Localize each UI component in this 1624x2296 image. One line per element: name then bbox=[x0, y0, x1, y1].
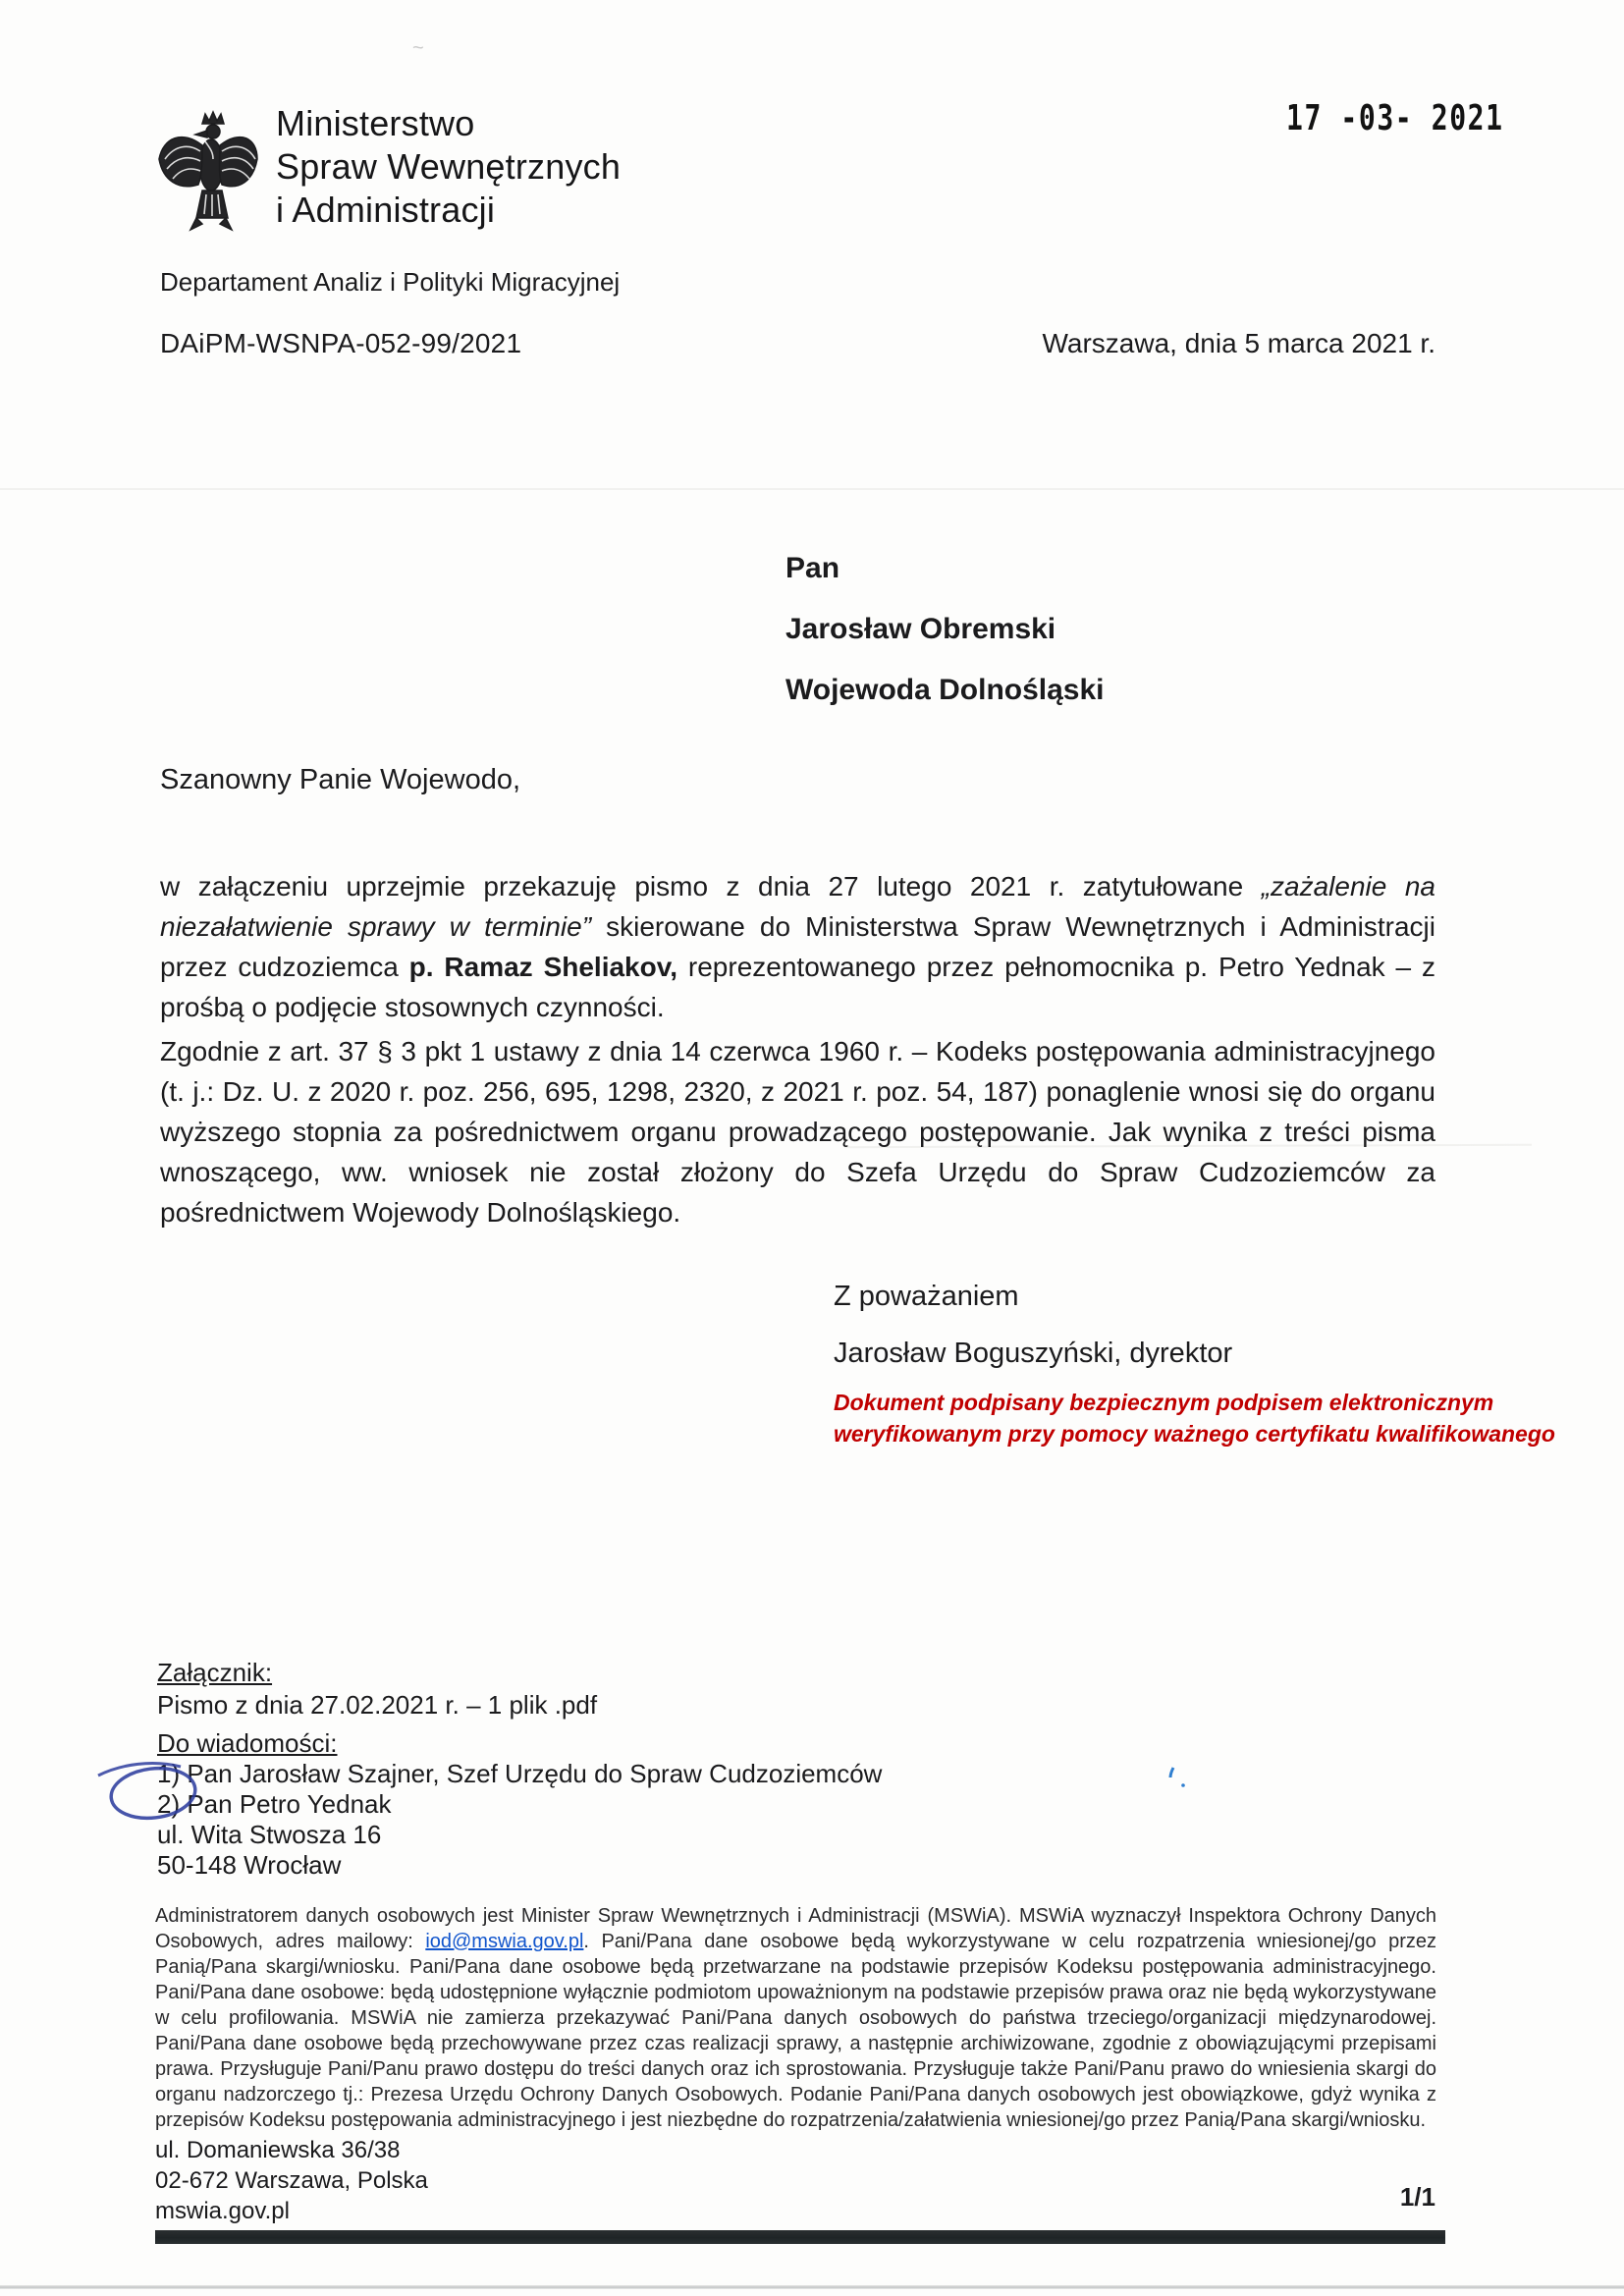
para1-text: w załączeniu uprzejmie przekazuję pismo z dnia 27 lutego 2021 r. zatytułowane bbox=[160, 871, 1262, 902]
reference-number: DAiPM-WSNPA-052-99/2021 bbox=[160, 328, 522, 358]
scan-page-edge bbox=[0, 2285, 1624, 2289]
body-paragraph-2: Zgodnie z art. 37 § 3 pkt 1 ustawy z dnia 14 czerwca 1960 r. – Kodeks postępowania administracyjnego (t. j.: Dz. U. z 2020 r. poz. 256, 695, 1298, 2320, z 2021 r. poz. 54, 187) ponaglenie wnosi się do organu wyższego stopnia za pośrednictwem organu prowadzącego postępowanie. Jak wynika z treści pisma wnoszącego, ww. wniosek nie został złożony do Szefa Urzędu do Spraw Cudzoziemców za pośrednictwem Wojewody Dolnośląskiego. bbox=[160, 1036, 1435, 1228]
para1-quoted-title: „zażalenie na niezałatwienie sprawy w terminie” bbox=[160, 871, 1435, 942]
date-stamp: 17 -03- 2021 bbox=[1286, 98, 1504, 138]
esign-note-line2: weryfikowanym przy pomocy ważnego certyfikatu kwalifikowanego bbox=[834, 1421, 1555, 1447]
closing-regards: Z poważaniem bbox=[834, 1281, 1019, 1312]
attachment-label: Załącznik: bbox=[157, 1658, 273, 1687]
place-and-date: Warszawa, dnia 5 marca 2021 r. bbox=[1042, 328, 1435, 358]
page-number: 1/1 bbox=[1399, 2182, 1435, 2212]
cc-item-address-city: 50-148 Wrocław bbox=[157, 1850, 342, 1880]
salutation: Szanowny Panie Wojewodo, bbox=[160, 764, 521, 795]
department-name: Departament Analiz i Polityki Migracyjnej bbox=[160, 267, 621, 297]
stray-pen-mark bbox=[1164, 1764, 1199, 1795]
privacy-text-before-link: Administratorem danych osobowych jest Minister Spraw Wewnętrznych i Administracji (MSWiA). MSWiA wyznaczył Inspektora Ochrony Danych Osobowych, adres mailowy: bbox=[155, 1905, 1436, 1952]
ministry-name-line3: i Administracji bbox=[276, 190, 496, 230]
cc-item-2: 2) Pan Petro Yednak bbox=[157, 1789, 392, 1819]
footer-website: mswia.gov.pl bbox=[155, 2198, 290, 2224]
para1-text: skierowane do Ministerstwa Spraw Wewnętrznych i Administracji przez cudzoziemca bbox=[160, 911, 1435, 982]
body-paragraph-1 bbox=[160, 866, 1435, 1027]
attachment-item: Pismo z dnia 27.02.2021 r. – 1 plik .pdf bbox=[157, 1690, 598, 1720]
addressee-block bbox=[785, 538, 1105, 721]
ministry-name bbox=[276, 102, 621, 232]
electronic-signature-note bbox=[834, 1387, 1555, 1449]
addressee-title: Pan bbox=[785, 552, 840, 584]
cc-label: Do wiadomości: bbox=[157, 1728, 338, 1758]
addressee-name: Jarosław Obremski bbox=[785, 613, 1056, 645]
cc-item-1: 1) Pan Jarosław Szajner, Szef Urzędu do Spraw Cudzoziemców bbox=[157, 1759, 883, 1788]
handwritten-circle-annotation bbox=[92, 1746, 208, 1829]
polish-coat-of-arms-eagle-icon bbox=[155, 108, 261, 244]
cc-item-address-street: ul. Wita Stwosza 16 bbox=[157, 1820, 382, 1849]
addressee-role: Wojewoda Dolnośląski bbox=[785, 674, 1105, 706]
iod-email-link[interactable]: iod@mswia.gov.pl bbox=[425, 1931, 584, 1952]
ministry-name-line2: Spraw Wewnętrznych bbox=[276, 146, 622, 187]
cc-list bbox=[157, 1759, 882, 1881]
footer-divider-bar bbox=[155, 2230, 1445, 2244]
esign-note-line1: Dokument podpisany bezpiecznym podpisem elektronicznym bbox=[834, 1390, 1494, 1415]
footer-street: ul. Domaniewska 36/38 bbox=[155, 2137, 401, 2163]
signer-name: Jarosław Boguszyński, dyrektor bbox=[834, 1338, 1233, 1369]
scan-artifact: ~ bbox=[412, 37, 424, 59]
ministry-name-line1: Ministerstwo bbox=[276, 103, 475, 143]
paper-crease bbox=[0, 488, 1624, 490]
para1-text: reprezentowanego przez pełnomocnika p. Petro Yednak – z prośbą o podjęcie stosownych czynności. bbox=[160, 952, 1436, 1022]
footer-address bbox=[155, 2135, 428, 2226]
para1-foreigner-name: p. Ramaz Sheliakov, bbox=[408, 952, 678, 982]
privacy-notice bbox=[155, 1903, 1436, 2133]
privacy-text-after-link: . Pani/Pana dane osobowe będą wykorzystywane w celu rozpatrzenia wniesionej/go przez Panią/Pana skargi/wniosku. Pani/Pana dane osobowe będą przetwarzane na podstawie przepisów Kodeksu postępowania administracyjnego. Pani/Pana dane osobowe: będą udostępnione wyłącznie podmiotom upoważnionym na podstawie przepisów prawa oraz nie będą wykorzystywane w celu profilowania. MSWiA nie zamierza przekazywać Pani/Pana danych osobowych do państwa trzeciego/organizacji międzynarodowej. Pani/Pana dane osobowe będą przechowywane przez czas realizacji sprawy, a następnie archiwizowane, zgodnie z obowiązującymi przepisami prawa. Przysługuje Pani/Panu prawo dostępu do treści danych oraz ich sprostowania. Przysługuje także Pani/Panu prawo do wniesienia skargi do organu nadzorczego tj.: Prezesa Urzędu Ochrony Danych Osobowych. Podanie Pani/Pana danych osobowych jest obowiązkowe, gdyż wynika z przepisów Kodeksu postępowania administracyjnego i jest niezbędne do rozpatrzenia/załatwienia wniesionej/go przez Panią/Pana skargi/wniosku. bbox=[155, 1931, 1436, 2131]
footer-city: 02-672 Warszawa, Polska bbox=[155, 2167, 428, 2194]
